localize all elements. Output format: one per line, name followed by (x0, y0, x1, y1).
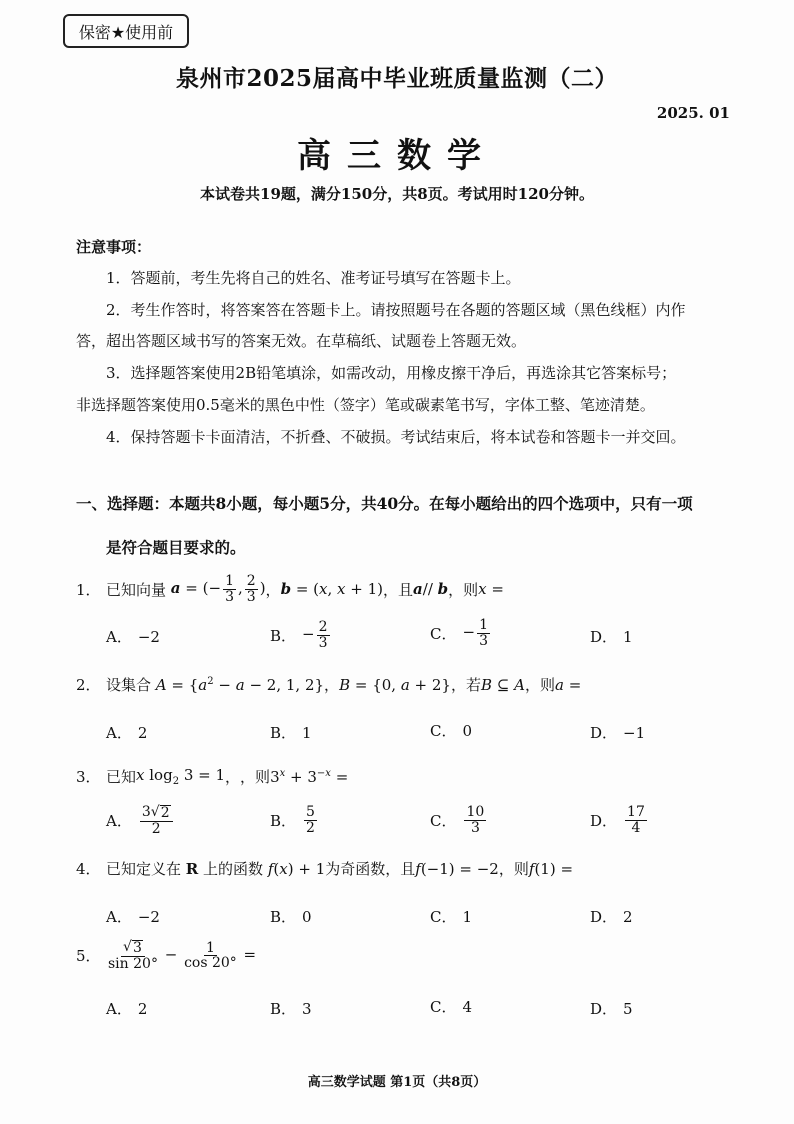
option-value: 4 (462, 997, 473, 1016)
option-label: C． (430, 624, 457, 643)
option-d (590, 906, 633, 927)
q2-set-b: B = {0, a + 2} (339, 675, 451, 694)
option-value: 2 (137, 999, 148, 1018)
option-b (270, 906, 312, 927)
q1-x: x = (478, 580, 504, 599)
section-heading-cont: 是符合题目要求的。 (106, 538, 246, 557)
option-label: A． (106, 724, 132, 742)
exam-date: 2025. 01 (656, 104, 730, 122)
option-a (106, 805, 175, 836)
q4-text: 为奇函数，且 (325, 860, 416, 878)
option-d (590, 805, 649, 835)
q2-subset: B ⊆ A (481, 675, 525, 694)
question-1 (76, 574, 504, 604)
exam-title: 泉州市2025届高中毕业班质量监测（二） (175, 65, 618, 92)
note-item: 4．保持答题卡卡面清洁，不折叠、不破损。考试结束后，将本试卷和答题卡一并交回。 (106, 428, 686, 446)
page-footer: 高三数学试题 第1页（共8页） (307, 1075, 487, 1090)
option-value: 0 (302, 907, 312, 926)
q1-parallel: a// b (413, 580, 449, 599)
option-label: C． (430, 998, 457, 1016)
option-label: D． (590, 811, 618, 830)
question-number: 3． (76, 768, 101, 786)
q4-text: 上的函数 (203, 860, 264, 878)
option-label: D． (590, 1000, 618, 1018)
option-value: 3√ 2 2 (138, 805, 175, 836)
section-heading: 一、选择题：本题共8小题，每小题5分，共40分。在每小题给出的四个选项中，只有一项 (76, 494, 693, 513)
q2-a: a = (555, 675, 582, 694)
q4-fx: f(x) + 1 (267, 859, 326, 878)
question-number: 1． (76, 580, 101, 599)
q2-text: 设集合 (106, 676, 152, 694)
option-label: A． (106, 812, 132, 831)
q2-text: ， (324, 676, 340, 694)
q3-text: ，则 (240, 768, 271, 786)
option-value: − $\frac{1}{3}$ (462, 617, 488, 649)
q4-text: 已知定义在 (106, 860, 182, 878)
option-label: A． (106, 628, 132, 646)
option-a (106, 998, 147, 1019)
note-item: 2．考生作答时，将答案答在答题卡上。请按照题号在各题的答题区域（黑色线框）内作 (106, 301, 686, 319)
option-b (270, 722, 312, 743)
question-5 (76, 940, 256, 971)
option-label: B． (270, 811, 297, 830)
option-a (106, 906, 160, 927)
option-d (590, 722, 645, 743)
q1-vector-a: a = (− $\frac{1}{3}$ , $\frac{2}{3}$ ) (170, 573, 266, 605)
q5-expr: √ 3 sin 20° − $\frac{1}{\cos 20^\circ}$ = (108, 939, 257, 972)
option-a (106, 626, 160, 647)
notes-heading: 注意事项： (76, 238, 152, 256)
subject-title: 高三数学 (297, 136, 497, 176)
option-value: − $\frac{2}{3}$ (302, 619, 328, 651)
option-label: B． (270, 908, 297, 926)
option-value: 3 (302, 999, 312, 1018)
option-label: D． (590, 724, 618, 742)
q2-text: ，若 (450, 676, 481, 694)
question-number: 5． (76, 947, 101, 966)
option-c (430, 906, 472, 927)
q3-log: x $\log_2 3 = 1$ (136, 766, 226, 787)
option-label: A． (106, 908, 132, 926)
question-number: 4． (76, 860, 101, 878)
option-b (270, 998, 312, 1019)
option-label: C． (430, 811, 457, 830)
option-c (430, 996, 472, 1017)
option-d (590, 626, 633, 647)
option-label: C． (430, 722, 457, 740)
option-label: D． (590, 908, 618, 926)
option-b (270, 805, 319, 835)
note-item: 非选择题答案使用0.5毫米的黑色中性（签字）笔或碳素笔书写，字体工整、笔迹清楚。 (76, 396, 655, 414)
option-value: 1 (462, 907, 473, 926)
q1-text: ， (265, 580, 281, 599)
option-label: D． (590, 628, 618, 646)
option-value: 2 (137, 723, 148, 742)
option-value: 0 (462, 721, 473, 740)
option-d (590, 998, 633, 1019)
question-3 (76, 766, 348, 787)
option-c (430, 720, 472, 741)
option-label: B． (270, 724, 297, 742)
option-value: −1 (623, 723, 646, 742)
option-label: B． (270, 1000, 297, 1018)
q3-text: ， (225, 768, 241, 786)
option-label: B． (270, 626, 297, 645)
option-value: 5 (623, 999, 633, 1018)
note-item: 答，超出答题区域书写的答案无效。在草稿纸、试题卷上答题无效。 (76, 332, 527, 350)
q4-ask: f(1) = (528, 859, 574, 878)
question-2 (76, 674, 581, 695)
exam-info: 本试卷共19题，满分150分，共8页。考试用时120分钟。 (200, 185, 594, 203)
q4-cond: f(−1) = −2 (415, 859, 499, 878)
q3-text: 已知 (106, 768, 137, 786)
option-a (106, 722, 147, 743)
option-value: $\frac{17}{4}$ (627, 804, 645, 836)
option-value: 2 (623, 907, 633, 926)
q1-text: ，则 (448, 580, 479, 599)
q1-text: ，且 (383, 580, 414, 599)
q3-expr: $3^x + 3^{-x}$ = (270, 767, 349, 786)
q4-r: R (185, 859, 199, 878)
q4-text: ，则 (498, 860, 529, 878)
option-value: $\frac{10}{3}$ (466, 804, 485, 836)
question-4 (76, 858, 573, 879)
option-value: 1 (302, 723, 312, 742)
q1-text: 已知向量 (106, 580, 167, 599)
option-label: C． (430, 908, 457, 926)
option-value: $\frac{5}{2}$ (306, 804, 315, 836)
option-c (430, 618, 492, 648)
option-c (430, 805, 488, 835)
option-label: A． (106, 1000, 132, 1018)
q1-vector-b: b = (x, x + 1) (280, 580, 384, 599)
option-value: −2 (137, 907, 160, 926)
option-value: 1 (623, 627, 633, 646)
note-item: 1．答题前，考生先将自己的姓名、准考证号填写在答题卡上。 (106, 269, 521, 287)
note-item: 3．选择题答案使用2B铅笔填涂，如需改动，用橡皮擦干净后，再选涂其它答案标号； (106, 364, 677, 382)
option-value: −2 (137, 627, 160, 646)
question-number: 2． (76, 676, 101, 694)
q2-text: ，则 (524, 676, 555, 694)
q2-set-a: $A = \{a^2 - a - 2$, 1, 2} (155, 675, 325, 694)
confidential-badge: 保密★使用前 (63, 14, 189, 48)
option-b (270, 620, 332, 650)
